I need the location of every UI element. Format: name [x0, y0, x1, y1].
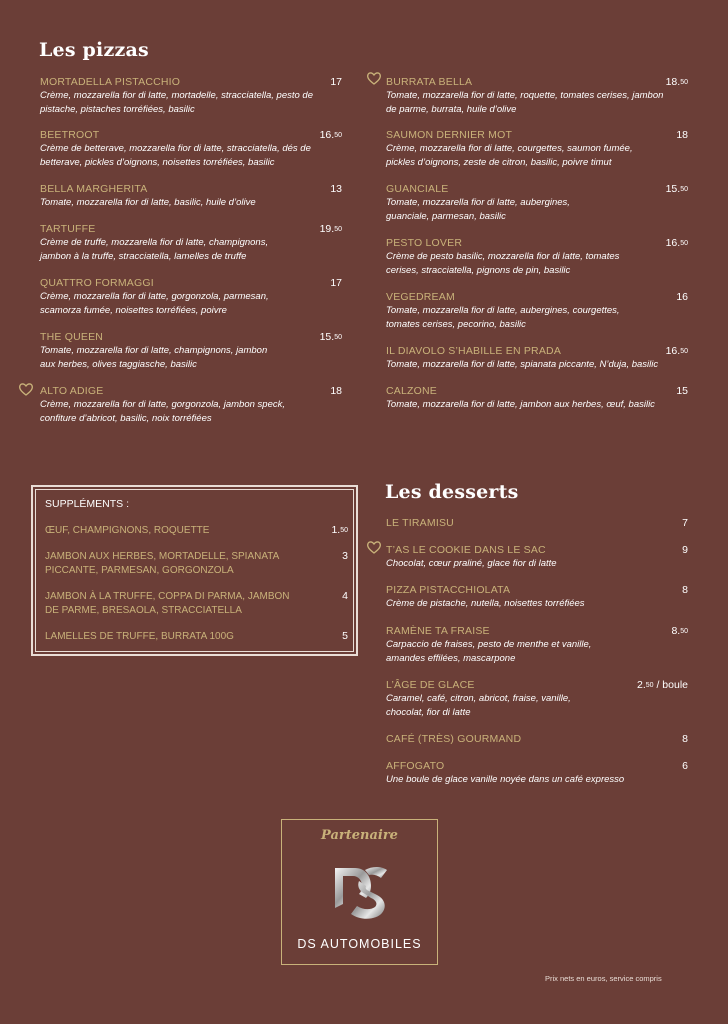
- menu-item: [386, 733, 688, 746]
- item-price: 16.50: [319, 129, 342, 141]
- supplement-price: 1.50: [331, 524, 348, 536]
- item-price: 16: [676, 291, 688, 303]
- item-name: LE TIRAMISU: [386, 517, 454, 529]
- menu-item: [386, 760, 688, 787]
- item-price: 2.50 / boule: [636, 679, 688, 691]
- menu-item: [386, 76, 688, 116]
- supplement-label: ŒUF, CHAMPIGNONS, ROQUETTE: [45, 525, 210, 536]
- item-description: Crème, mozzarella fior di latte, courgettes, saumon fumée, pickles d’oignons, zeste de citron, basilic, poivre timut: [386, 143, 633, 168]
- partner-name: DS AUTOMOBILES: [297, 937, 422, 951]
- supplement-row: [45, 524, 348, 538]
- item-name: PIZZA PISTACCHIOLATA: [386, 584, 511, 596]
- item-name: MORTADELLA PISTACCHIO: [40, 76, 181, 88]
- item-description: Tomate, mozzarella fior di latte, jambon aux herbes, œuf, basilic: [386, 399, 655, 410]
- item-price: 18: [676, 129, 688, 141]
- item-description: Tomate, mozzarella fior di latte, spianata piccante, N’duja, basilic: [386, 359, 659, 370]
- item-description: Une boule de glace vanille noyée dans un café expresso: [386, 774, 625, 785]
- item-name: AFFOGATO: [386, 760, 445, 772]
- supplement-price: 3: [342, 550, 348, 562]
- item-price: 8: [682, 733, 688, 745]
- item-description: Tomate, mozzarella fior di latte, aubergines, guanciale, parmesan, basilic: [386, 197, 570, 222]
- item-description: Chocolat, cœur praliné, glace fior di latte: [386, 558, 557, 569]
- menu-item: [40, 385, 342, 425]
- menu-item: [386, 385, 688, 412]
- supplement-row: [45, 550, 348, 577]
- item-name: L’ÂGE DE GLACE: [386, 679, 475, 691]
- item-price: 6: [682, 760, 688, 772]
- item-description: Caramel, café, citron, abricot, fraise, vanille, chocolat, fior di latte: [386, 693, 571, 718]
- item-price: 8.50: [671, 625, 688, 637]
- item-price: 16.50: [665, 345, 688, 357]
- item-price: 7: [682, 517, 688, 529]
- menu-item: [386, 291, 688, 331]
- supplements-title: SUPPLÉMENTS :: [45, 498, 130, 510]
- item-description: Crème de pesto basilic, mozzarella fior di latte, tomates cerises, stracciatella, pignons de pin, basilic: [386, 251, 620, 276]
- menu-item: [386, 544, 688, 571]
- item-description: Crème, mozzarella fior di latte, gorgonzola, parmesan, scamorza fumée, noisettes torréfiées, poivre: [40, 291, 269, 316]
- item-name: SAUMON DERNIER MOT: [386, 129, 513, 141]
- supplement-label: JAMBON AUX HERBES, MORTADELLE, SPIANATA PICCANTE, PARMESAN, GORGONZOLA: [45, 551, 279, 576]
- desserts-title: Les desserts: [385, 481, 519, 503]
- menu-item: [40, 76, 342, 116]
- item-description: Crème de betterave, mozzarella fior di latte, stracciatella, dés de betterave, pickles d’oignons, noisettes torréfiées, basilic: [40, 143, 311, 168]
- menu-item: [40, 129, 342, 169]
- menu-item: [386, 183, 688, 223]
- menu-item: [40, 277, 342, 317]
- item-price: 13: [330, 183, 342, 195]
- supplements-box: [31, 485, 358, 656]
- item-description: Crème de truffe, mozzarella fior di latte, champignons, jambon à la truffe, stracciatella, lamelles de truffe: [40, 237, 269, 262]
- item-name: CAFÉ (TRÈS) GOURMAND: [386, 733, 522, 745]
- heart-icon: [366, 70, 382, 86]
- menu-item: [40, 183, 342, 210]
- item-name: T’AS LE COOKIE DANS LE SAC: [386, 544, 546, 556]
- item-price: 15.50: [319, 331, 342, 343]
- item-name: RAMÈNE TA FRAISE: [386, 625, 490, 637]
- menu-item: [386, 584, 688, 611]
- menu-item: [40, 223, 342, 263]
- menu-item: [386, 679, 688, 719]
- item-name: BURRATA BELLA: [386, 76, 473, 88]
- item-description: Crème, mozzarella fior di latte, gorgonzola, jambon speck, confiture d’abricot, basilic, noix torréfiées: [40, 399, 286, 424]
- item-name: CALZONE: [386, 385, 437, 397]
- item-description: Crème, mozzarella fior di latte, mortadelle, stracciatella, pesto de pistache, pistaches torréfiées, basilic: [40, 90, 313, 115]
- item-description: Carpaccio de fraises, pesto de menthe et vanille, amandes effilées, mascarpone: [386, 639, 592, 664]
- item-price: 15.50: [665, 183, 688, 195]
- heart-icon: [366, 539, 382, 555]
- supplement-row: [45, 590, 348, 617]
- menu-item: [386, 517, 688, 530]
- heart-icon: [18, 381, 34, 397]
- item-name: TARTUFFE: [40, 223, 96, 235]
- item-description: Tomate, mozzarella fior di latte, aubergines, courgettes, tomates cerises, pecorino, basilic: [386, 305, 620, 330]
- menu-item: [386, 129, 688, 169]
- item-price: 17: [330, 277, 342, 289]
- menu-item: [386, 237, 688, 277]
- item-name: QUATTRO FORMAGGI: [40, 277, 154, 289]
- ds-automobiles-logo-icon: [331, 864, 391, 926]
- partner-box: [281, 819, 438, 965]
- item-description: Tomate, mozzarella fior di latte, basilic, huile d’olive: [40, 197, 256, 208]
- supplement-price: 5: [342, 630, 348, 642]
- supplement-label: JAMBON À LA TRUFFE, COPPA DI PARMA, JAMBON DE PARME, BRESAOLA, STRACCIATELLA: [45, 591, 290, 616]
- supplement-row: [45, 630, 348, 644]
- item-price: 19.50: [319, 223, 342, 235]
- supplement-price: 4: [342, 590, 348, 602]
- item-price: 8: [682, 584, 688, 596]
- menu-item: [386, 345, 688, 372]
- item-name: IL DIAVOLO S’HABILLE EN PRADA: [386, 345, 562, 357]
- item-description: Tomate, mozzarella fior di latte, champignons, jambon aux herbes, olives taggiasche, basilic: [40, 345, 268, 370]
- menu-item: [386, 625, 688, 665]
- item-name: BEETROOT: [40, 129, 100, 141]
- item-price: 18.50: [665, 76, 688, 88]
- item-name: VEGEDREAM: [386, 291, 455, 303]
- item-price: 15: [676, 385, 688, 397]
- item-name: BELLA MARGHERITA: [40, 183, 148, 195]
- item-price: 9: [682, 544, 688, 556]
- item-name: ALTO ADIGE: [40, 385, 104, 397]
- item-description: Crème de pistache, nutella, noisettes torréfiées: [386, 598, 585, 609]
- item-description: Tomate, mozzarella fior di latte, roquette, tomates cerises, jambon de parme, burrata, huile d’olive: [386, 90, 664, 115]
- price-footnote: Prix nets en euros, service compris: [545, 974, 662, 983]
- partner-label: Partenaire: [321, 828, 398, 843]
- pizzas-title: Les pizzas: [39, 39, 149, 61]
- item-price: 17: [330, 76, 342, 88]
- item-name: PESTO LOVER: [386, 237, 463, 249]
- item-name: GUANCIALE: [386, 183, 449, 195]
- item-price: 18: [330, 385, 342, 397]
- supplement-label: LAMELLES DE TRUFFE, BURRATA 100G: [45, 631, 234, 642]
- item-price: 16.50: [665, 237, 688, 249]
- item-name: THE QUEEN: [40, 331, 104, 343]
- menu-item: [40, 331, 342, 371]
